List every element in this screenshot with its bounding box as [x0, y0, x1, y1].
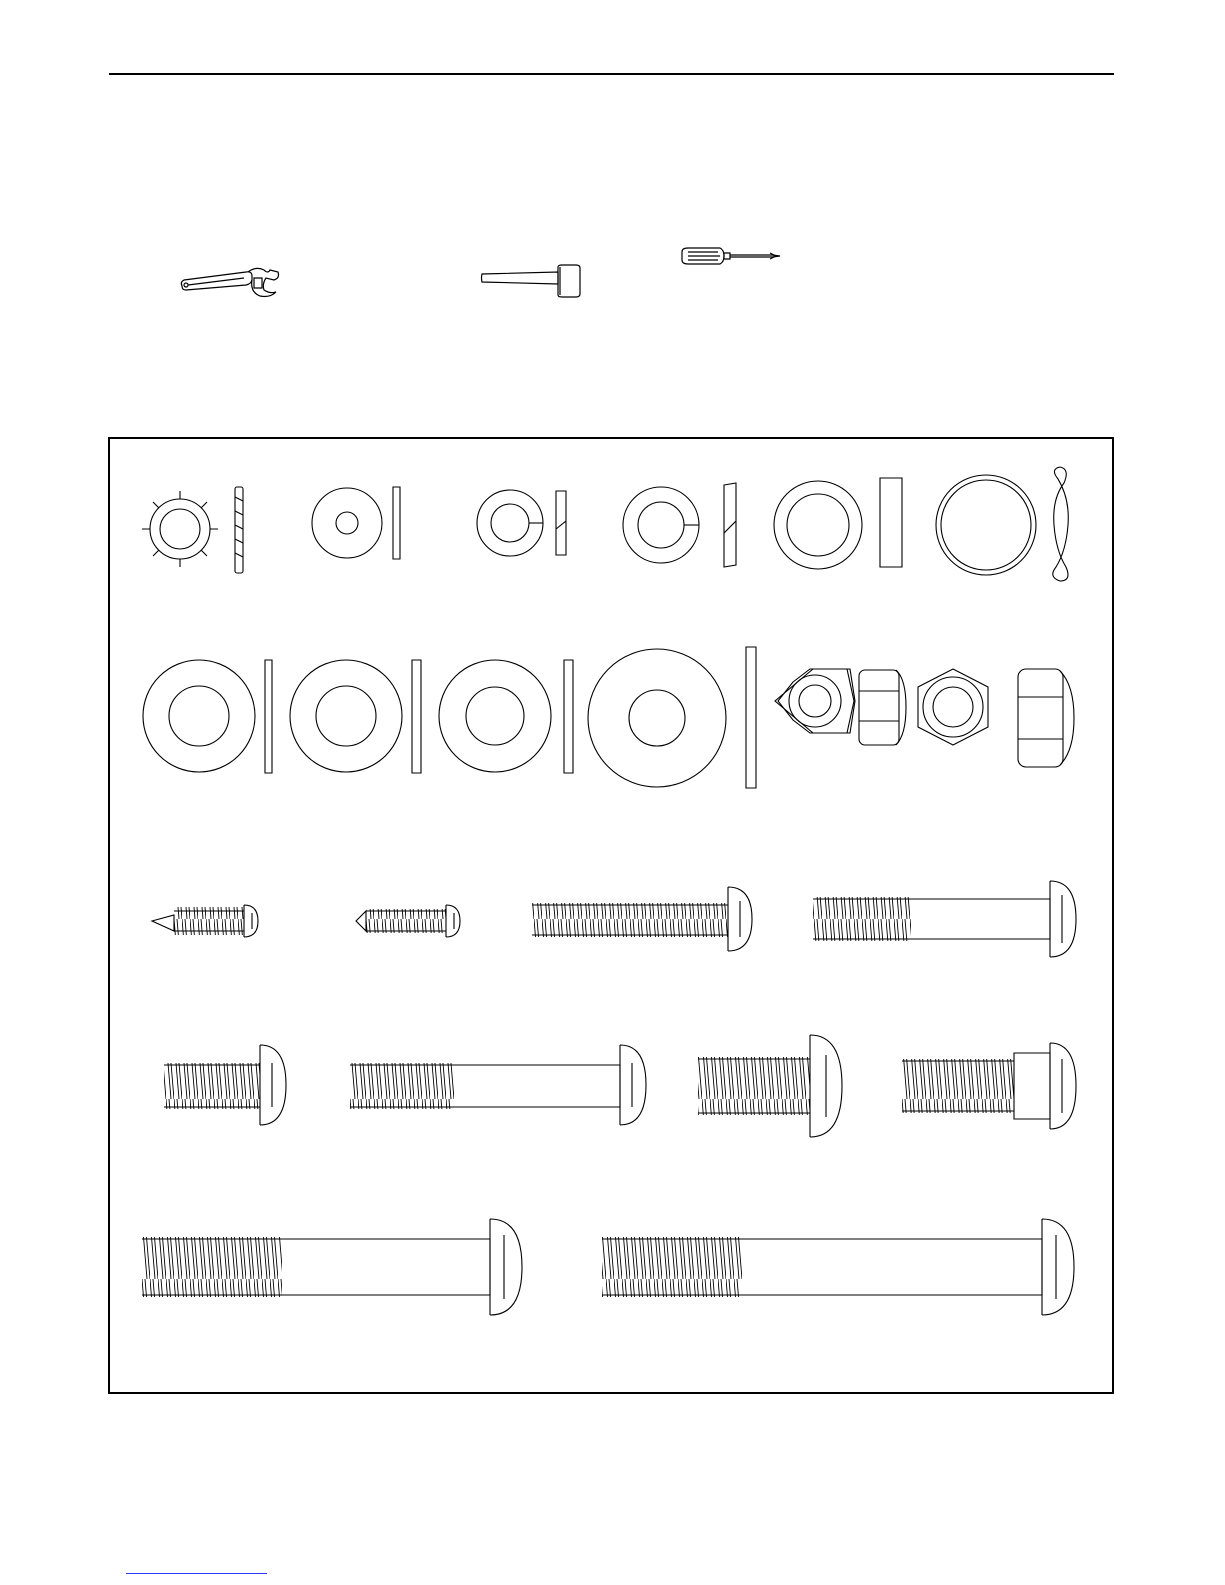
- screw-pointed-icon: [152, 905, 258, 937]
- screw-short-icon: [356, 905, 460, 937]
- nylon-locknut-large-icon: [918, 669, 1074, 767]
- phillips-screwdriver-icon: [680, 246, 782, 266]
- button-bolt-xlong-2-icon: [602, 1219, 1074, 1315]
- split-washer-medium-icon: [623, 483, 736, 567]
- button-bolt-short-icon: [164, 1045, 286, 1125]
- button-bolt-xlong-1-icon: [142, 1219, 522, 1315]
- cotter-clip-icon: [936, 467, 1068, 581]
- flat-washer-large-2-icon: [290, 660, 421, 773]
- hardware-drawings: [110, 439, 1116, 1396]
- rubber-mallet-icon: [480, 264, 582, 298]
- top-rule: [109, 73, 1114, 75]
- star-washer-icon: [142, 487, 243, 573]
- flat-washer-xlarge-icon: [588, 647, 756, 788]
- button-bolt-wide-head-icon: [698, 1035, 842, 1137]
- footer-link-underline[interactable]: [126, 1573, 267, 1574]
- flat-washer-large-1-icon: [143, 660, 272, 773]
- adjustable-wrench-icon: [178, 266, 282, 298]
- split-washer-small-icon: [477, 490, 566, 556]
- button-bolt-shouldered-icon: [813, 881, 1076, 957]
- button-bolt-long-icon: [350, 1045, 646, 1125]
- flat-washer-small-icon: [312, 487, 400, 559]
- thick-washer-icon: [774, 478, 902, 569]
- hardware-identification-chart: [108, 437, 1114, 1394]
- shoulder-bolt-short-icon: [902, 1043, 1076, 1129]
- nylon-locknut-small-icon: [775, 669, 906, 745]
- flat-washer-large-3-icon: [439, 660, 573, 773]
- machine-screw-threaded-icon: [532, 887, 752, 951]
